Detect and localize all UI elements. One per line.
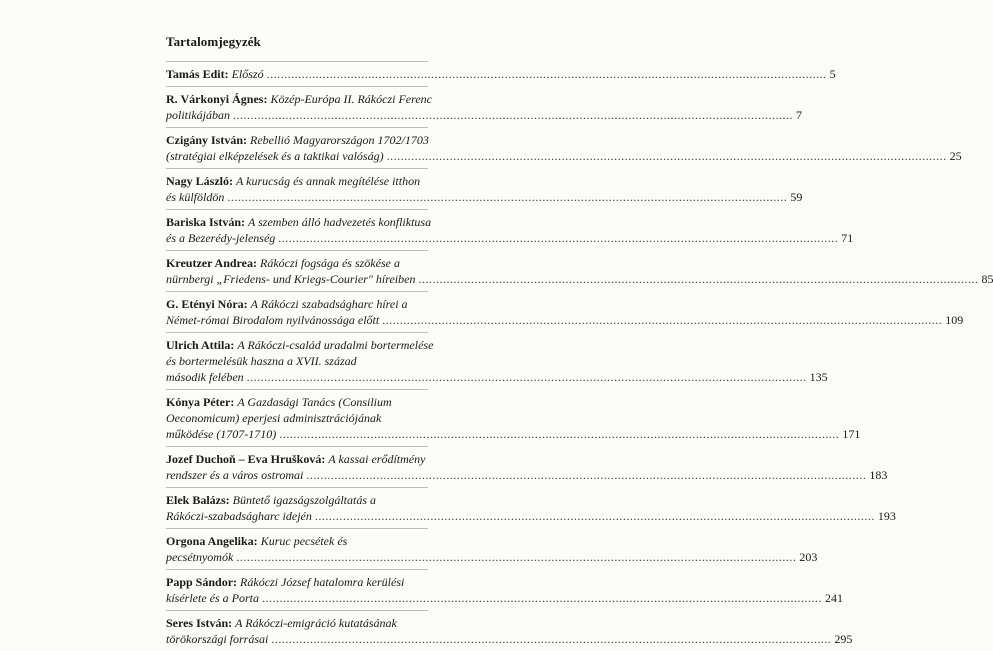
entry-divider	[166, 61, 428, 62]
entry-title: kísérlete és a Porta	[166, 591, 259, 605]
entry-text	[166, 272, 415, 286]
entry-title: A kassai erődítmény	[328, 452, 426, 466]
leader-dots	[267, 67, 827, 81]
leader-dots	[418, 272, 978, 286]
toc-entry-line	[166, 189, 803, 205]
toc-entry-line	[166, 549, 818, 565]
entry-text	[166, 395, 392, 409]
table-of-contents	[166, 58, 993, 651]
toc-entry-line	[166, 148, 962, 164]
entry-title: Rebellió Magyarországon 1702/1703	[250, 133, 429, 147]
toc-entry-line	[166, 91, 432, 107]
entry-divider	[166, 528, 428, 529]
entry-author: Seres István:	[166, 616, 233, 630]
entry-title: Büntető igazságszolgáltatás a	[232, 493, 377, 507]
entry-text	[166, 313, 379, 327]
entry-title: nürnbergi „Friedens- und Kriegs-Courier" híreiben	[166, 272, 416, 286]
entry-author: Czigány István:	[166, 133, 248, 147]
leader-dots	[382, 313, 942, 327]
entry-title: A Rákóczi-emigráció kutatásának	[235, 616, 397, 630]
entry-divider	[166, 610, 428, 611]
toc-entry-line	[166, 631, 853, 647]
leader-dots	[279, 427, 839, 441]
leader-dots	[247, 370, 807, 384]
entry-text	[166, 174, 420, 188]
toc-entry[interactable]	[166, 492, 896, 524]
entry-title: A szemben álló hadvezetés konfliktusa	[248, 215, 432, 229]
entry-text	[166, 354, 357, 368]
entry-title: Oeconomicum) eperjesi adminisztrációjának	[166, 411, 382, 425]
page-number: 25	[949, 149, 962, 163]
entry-title: és bortermelésük haszna a XVII. század	[166, 354, 357, 368]
entry-title: A Rákóczi szabadságharc hírei a	[250, 297, 408, 311]
toc-entry-line	[166, 574, 428, 590]
entry-title: Kuruc pecsétek és	[260, 534, 348, 548]
toc-entry[interactable]	[166, 451, 888, 483]
entry-title: Német-római Birodalom nyilvánossága előtt	[166, 313, 380, 327]
entry-title: működése (1707-1710)	[166, 427, 277, 441]
entry-author: Kreutzer Andrea:	[166, 256, 257, 270]
toc-entry[interactable]	[166, 91, 802, 123]
toc-entry-line	[166, 66, 836, 82]
toc-entry-line	[166, 508, 896, 524]
entry-text	[166, 92, 432, 106]
entry-text	[166, 427, 276, 441]
page-title: Tartalomjegyzék	[166, 34, 261, 49]
entry-text	[166, 133, 429, 147]
entry-text	[166, 231, 275, 245]
toc-entry-line	[166, 132, 428, 148]
leader-dots	[227, 190, 787, 204]
entry-title: és külföldön	[166, 190, 225, 204]
entry-title: Közép-Európa II. Rákóczi Ferenc	[270, 92, 432, 106]
toc-entry[interactable]	[166, 173, 803, 205]
entry-text	[166, 493, 376, 507]
entry-divider	[166, 332, 428, 333]
toc-entry[interactable]	[166, 214, 854, 246]
entry-text	[166, 190, 224, 204]
entry-text	[166, 534, 347, 548]
entry-title: A Rákóczi-család uradalmi bortermelése	[237, 338, 434, 352]
toc-entry-line	[166, 214, 432, 230]
entry-author: Bariska István:	[166, 215, 246, 229]
entry-text	[166, 468, 303, 482]
entry-text	[166, 452, 425, 466]
toc-entry-line	[166, 615, 428, 631]
entry-divider	[166, 487, 428, 488]
toc-entry-line	[166, 353, 428, 369]
leader-dots	[271, 632, 831, 646]
toc-entry-line	[166, 173, 428, 189]
entry-author: Papp Sándor:	[166, 575, 238, 589]
entry-title: pecsétnyomók	[166, 550, 234, 564]
toc-entry[interactable]	[166, 255, 993, 287]
entry-author: R. Várkonyi Ágnes:	[166, 92, 268, 106]
leader-dots	[233, 108, 793, 122]
page-number: 171	[842, 427, 861, 441]
entry-title: törökországi forrásai	[166, 632, 269, 646]
page-number: 203	[799, 550, 818, 564]
toc-entry[interactable]	[166, 394, 861, 442]
leader-dots	[306, 468, 866, 482]
entry-divider	[166, 446, 428, 447]
toc-entry-line	[166, 410, 428, 426]
entry-author: Elek Balázs:	[166, 493, 230, 507]
toc-entry[interactable]	[166, 66, 836, 82]
entry-divider	[166, 168, 428, 169]
toc-entry-line	[166, 312, 964, 328]
entry-author: Tamás Edit:	[166, 67, 229, 81]
page-number: 7	[796, 108, 802, 122]
entry-divider	[166, 209, 428, 210]
toc-entry[interactable]	[166, 296, 964, 328]
entry-text	[166, 632, 268, 646]
entry-text	[166, 256, 400, 270]
toc-entry-line	[166, 107, 802, 123]
entry-title: A Gazdasági Tanács (Consilium	[237, 395, 392, 409]
entry-text	[166, 591, 259, 605]
toc-entry-line	[166, 451, 428, 467]
entry-author: G. Etényi Nóra:	[166, 297, 248, 311]
entry-text	[166, 616, 397, 630]
entry-author: Kónya Péter:	[166, 395, 235, 409]
toc-entry-line	[166, 337, 434, 353]
entry-text	[166, 108, 230, 122]
entry-author: Orgona Angelika:	[166, 534, 258, 548]
page-number: 135	[809, 370, 828, 384]
entry-divider	[166, 250, 428, 251]
leader-dots	[278, 231, 838, 245]
page-number: 241	[824, 591, 843, 605]
page-number: 295	[834, 632, 853, 646]
toc-entry[interactable]	[166, 574, 843, 606]
leader-dots	[387, 149, 947, 163]
entry-divider	[166, 127, 428, 128]
toc-entry-line	[166, 492, 428, 508]
toc-entry-line	[166, 369, 828, 385]
toc-entry-line	[166, 467, 888, 483]
toc-entry[interactable]	[166, 533, 818, 565]
entry-author: Ulrich Attila:	[166, 338, 235, 352]
page-number: 109	[945, 313, 964, 327]
entry-text	[166, 509, 312, 523]
entry-title: Előszó	[231, 67, 264, 81]
toc-entry[interactable]	[166, 337, 828, 385]
leader-dots	[236, 550, 796, 564]
entry-text	[166, 215, 431, 229]
toc-entry-line	[166, 426, 861, 442]
entry-text	[166, 370, 244, 384]
page-number: 183	[869, 468, 888, 482]
entry-title: és a Bezerédy-jelenség	[166, 231, 276, 245]
toc-entry-line	[166, 296, 428, 312]
entry-divider	[166, 569, 428, 570]
entry-divider	[166, 291, 428, 292]
entry-title: második felében	[166, 370, 244, 384]
toc-entry-line	[166, 394, 428, 410]
entry-divider	[166, 389, 428, 390]
entry-title: rendszer és a város ostromai	[166, 468, 304, 482]
entry-author: Nagy László:	[166, 174, 233, 188]
entry-text	[166, 411, 381, 425]
entry-author: Jozef Duchoň – Eva Hrušková:	[166, 452, 326, 466]
leader-dots	[315, 509, 875, 523]
toc-entry-line	[166, 590, 843, 606]
entry-title: (stratégiai elképzelések és a taktikai valóság)	[166, 149, 384, 163]
page-number: 85	[981, 272, 993, 286]
entry-text	[166, 297, 408, 311]
toc-entry-line	[166, 230, 854, 246]
entry-text	[166, 575, 404, 589]
entry-text	[166, 149, 384, 163]
toc-entry[interactable]	[166, 132, 962, 164]
page-number: 59	[790, 190, 803, 204]
leader-dots	[262, 591, 822, 605]
entry-title: A kurucság és annak megítélése itthon	[236, 174, 421, 188]
entry-divider	[166, 86, 428, 87]
page-number: 71	[841, 231, 854, 245]
entry-title: Rákóczi fogsága és szökése a	[259, 256, 400, 270]
entry-title: Rákóczi József hatalomra kerülési	[240, 575, 405, 589]
toc-entry-line	[166, 255, 428, 271]
toc-entry[interactable]	[166, 615, 853, 647]
page-number: 5	[829, 67, 836, 81]
entry-title: Rákóczi-szabadságharc idején	[166, 509, 312, 523]
entry-text	[166, 67, 264, 81]
entry-text	[166, 338, 433, 352]
toc-entry-line	[166, 533, 428, 549]
page-number: 193	[877, 509, 896, 523]
entry-title: politikájában	[166, 108, 230, 122]
toc-entry-line	[166, 271, 993, 287]
entry-text	[166, 550, 233, 564]
